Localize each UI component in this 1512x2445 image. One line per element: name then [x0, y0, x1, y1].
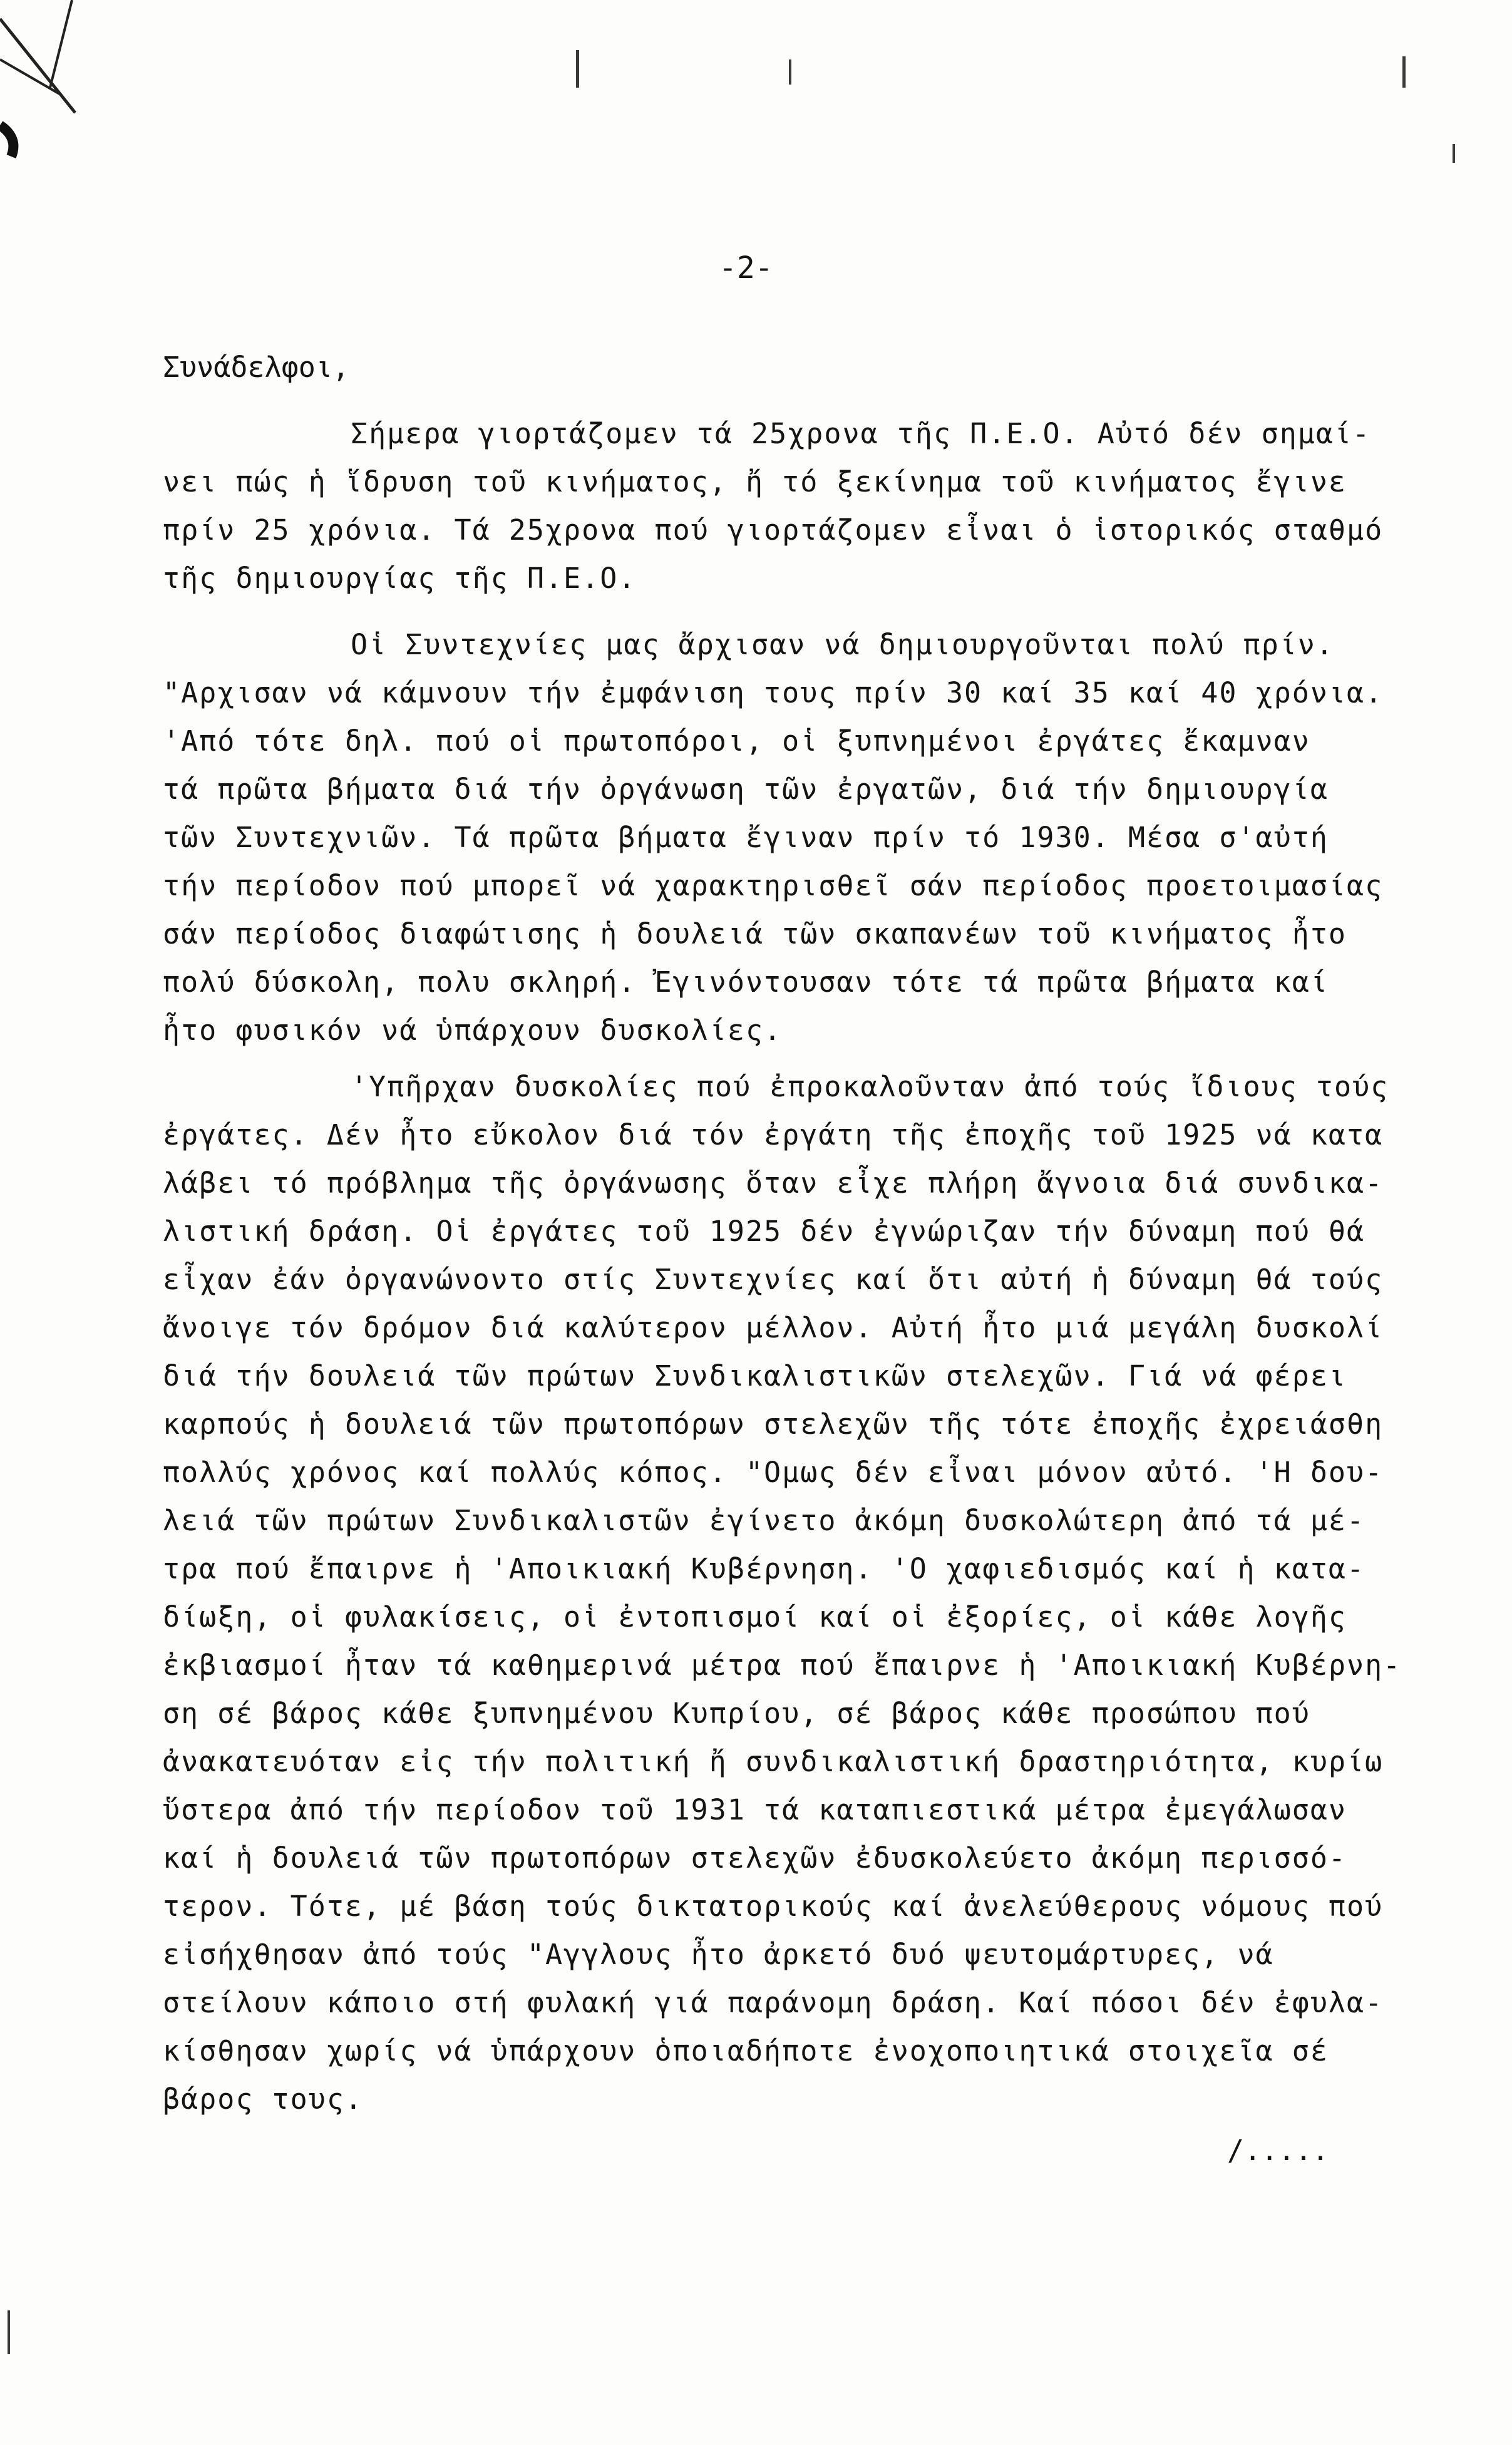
scan-speck [8, 2310, 10, 2354]
text-line: διά τήν δουλειά τῶν πρώτων Συνδικαλιστικῶν στελεχῶν. Γιά νά φέρει [163, 1359, 1347, 1392]
text-line: τῆς δημιουργίας τῆς Π.Ε.Ο. [163, 562, 637, 595]
text-line: πολύ δύσκολη, πολυ σκληρή. Ἐγινόντουσαν τότε τά πρῶτα βήματα καί [163, 965, 1329, 999]
text-line: στείλουν κάποιο στή φυλακή γιά παράνομη δράση. Καί πόσοι δέν ἐφυλα- [163, 1986, 1384, 2019]
text-line: 'Υπῆρχαν δυσκολίες πού ἐπροκαλοῦνταν ἀπό τούς ἴδιους τούς [351, 1070, 1389, 1103]
text-line: Σήμερα γιορτάζομεν τά 25χρονα τῆς Π.Ε.Ο. Αὐτό δέν σημαί- [351, 417, 1371, 450]
text-line: εἰσήχθησαν ἀπό τούς "Αγγλους ἦτο ἀρκετό δυό ψευτομάρτυρες, νά [163, 1938, 1274, 1971]
paragraph-1 [163, 409, 1383, 602]
text-line: βάρος τους. [163, 2082, 364, 2116]
text-line: λιστική δράση. Οἱ ἐργάτες τοῦ 1925 δέν ἐγνώριζαν τήν δύναμη πού θά [163, 1215, 1365, 1248]
text-line: λάβει τό πρόβλημα τῆς ὀργάνωσης ὅταν εἶχε πλήρη ἄγνοια διά συνδικα- [163, 1166, 1384, 1200]
paragraph-2 [163, 620, 1383, 1054]
text-line: κίσθησαν χωρίς νά ὑπάρχουν ὁποιαδήποτε ἐνοχοποιητικά στοιχεῖα σέ [163, 2034, 1329, 2067]
scan-speck [789, 59, 791, 85]
text-line: καί ἡ δουλειά τῶν πρωτοπόρων στελεχῶν ἐδυσκολεύετο ἀκόμη περισσό- [163, 1841, 1347, 1875]
text-line: ὕστερα ἀπό τήν περίοδον τοῦ 1931 τά καταπιεστικά μέτρα ἐμεγάλωσαν [163, 1793, 1347, 1826]
text-line: λειά τῶν πρώτων Συνδικαλιστῶν ἐγίνετο ἀκόμη δυσκολώτερη ἀπό τά μέ- [163, 1504, 1365, 1537]
text-line: πολλύς χρόνος καί πολλύς κόπος. "Ομως δέν εἶναι μόνον αὐτό. 'Η δου- [163, 1456, 1384, 1489]
paragraph-3 [163, 1063, 1401, 2123]
scan-speck [1453, 144, 1455, 163]
text-line: δίωξη, οἱ φυλακίσεις, οἱ ἐντοπισμοί καί οἱ ἐξορίες, οἱ κάθε λογῆς [163, 1600, 1347, 1634]
text-line: Οἱ Συντεχνίες μας ἄρχισαν νά δημιουργοῦνται πολύ πρίν. [351, 628, 1334, 661]
text-line: τερον. Τότε, μέ βάση τούς δικτατορικούς καί ἀνελεύθερους νόμους πού [163, 1890, 1384, 1923]
scan-speck [576, 50, 579, 88]
scanned-corner-fold [0, 0, 119, 163]
page-number: -2- [719, 250, 773, 286]
text-line: τήν περίοδον πού μπορεῖ νά χαρακτηρισθεῖ σάν περίοδος προετοιμασίας [163, 869, 1384, 902]
text-line: "Αρχισαν νά κάμνουν τήν ἐμφάνιση τους πρίν 30 καί 35 καί 40 χρόνια. [163, 676, 1384, 709]
continuation-mark: /..... [1227, 2134, 1329, 2167]
text-line: ἐκβιασμοί ἦταν τά καθημερινά μέτρα πού ἔπαιρνε ἡ 'Αποικιακή Κυβέρνη- [163, 1649, 1402, 1682]
text-line: τῶν Συντεχνιῶν. Τά πρῶτα βήματα ἔγιναν πρίν τό 1930. Μέσα σ'αὐτή [163, 821, 1329, 854]
text-line: ἄνοιγε τόν δρόμον διά καλύτερον μέλλον. Αὐτή ἦτο μιά μεγάλη δυσκολί [163, 1311, 1384, 1344]
text-line: ἐργάτες. Δέν ἦτο εὔκολον διά τόν ἐργάτη τῆς ἐποχῆς τοῦ 1925 νά κατα [163, 1118, 1384, 1151]
text-line: 'Από τότε δηλ. πού οἱ πρωτοπόροι, οἱ ξυπνημένοι ἐργάτες ἔκαμναν [163, 724, 1310, 758]
scan-speck [1402, 56, 1406, 88]
text-line: τά πρῶτα βήματα διά τήν ὀργάνωση τῶν ἐργατῶν, διά τήν δημιουργία [163, 773, 1329, 806]
text-line: τρα πού ἔπαιρνε ἡ 'Αποικιακή Κυβέρνηση. 'Ο χαφιεδισμός καί ἡ κατα- [163, 1552, 1365, 1585]
text-line: καρπούς ἡ δουλειά τῶν πρωτοπόρων στελεχῶν τῆς τότε ἐποχῆς ἐχρειάσθη [163, 1408, 1384, 1441]
text-line: ἦτο φυσικόν νά ὑπάρχουν δυσκολίες. [163, 1014, 783, 1047]
salutation: Συνάδελφοι, [163, 351, 350, 384]
text-line: πρίν 25 χρόνια. Τά 25χρονα πού γιορτάζομεν εἶναι ὁ ἱστορικός σταθμό [163, 513, 1384, 547]
text-line: εἶχαν ἐάν ὀργανώνοντο στίς Συντεχνίες καί ὅτι αὐτή ἡ δύναμη θά τούς [163, 1263, 1384, 1296]
text-line: ση σέ βάρος κάθε ξυπνημένου Κυπρίου, σέ βάρος κάθε προσώπου πού [163, 1697, 1310, 1730]
text-line: ἀνακατευόταν εἰς τήν πολιτική ἤ συνδικαλιστική δραστηριότητα, κυρίω [163, 1745, 1384, 1778]
text-line: νει πώς ἡ ἵδρυση τοῦ κινήματος, ἤ τό ξεκίνημα τοῦ κινήματος ἔγινε [163, 465, 1347, 498]
text-line: σάν περίοδος διαφώτισης ἡ δουλειά τῶν σκαπανέων τοῦ κινήματος ἦτο [163, 917, 1347, 950]
